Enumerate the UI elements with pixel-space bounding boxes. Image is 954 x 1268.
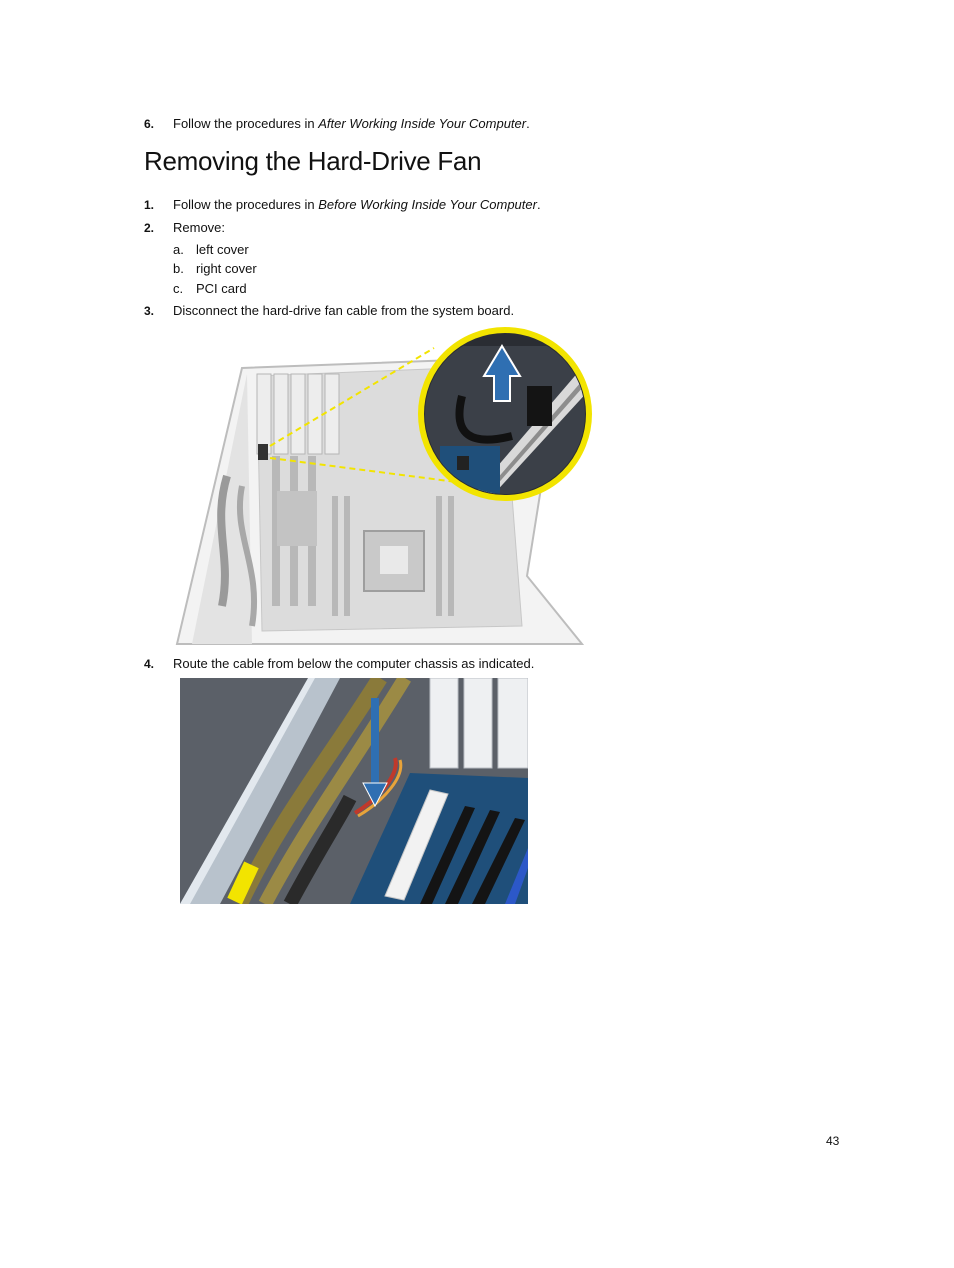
- step-6: 6. Follow the procedures in After Working Inside Your Computer.: [144, 116, 530, 131]
- step-text: Route the cable from below the computer chassis as indicated.: [173, 656, 535, 671]
- sub-item-c: c. PCI card: [173, 281, 247, 296]
- sub-item-a: a. left cover: [173, 242, 249, 257]
- system-board-figure: [172, 326, 602, 648]
- step-number: 6.: [144, 117, 155, 131]
- step-number: 2.: [144, 221, 155, 235]
- step-number: 1.: [144, 198, 155, 212]
- section-title: Removing the Hard-Drive Fan: [144, 146, 482, 176]
- step-number: 3.: [144, 304, 155, 318]
- step-text: Remove:: [173, 220, 226, 235]
- step-3: [144, 303, 514, 319]
- step-2: [144, 220, 225, 236]
- cable-routing-figure: [180, 678, 528, 904]
- step-text: Disconnect the hard-drive fan cable from the system board.: [173, 303, 515, 318]
- step-text: Follow the procedures in: [173, 116, 319, 131]
- procedure-link[interactable]: Before Working Inside Your Computer: [318, 197, 537, 212]
- step-text: Follow the procedures in: [173, 197, 319, 212]
- step-1: 1. Follow the procedures in Before Working Inside Your Computer.: [144, 197, 541, 212]
- step-4: [144, 656, 534, 672]
- step-number: 4.: [144, 657, 155, 671]
- procedure-link[interactable]: After Working Inside Your Computer: [318, 116, 527, 131]
- page-number: 43: [826, 1134, 840, 1148]
- sub-item-b: b. right cover: [173, 261, 257, 276]
